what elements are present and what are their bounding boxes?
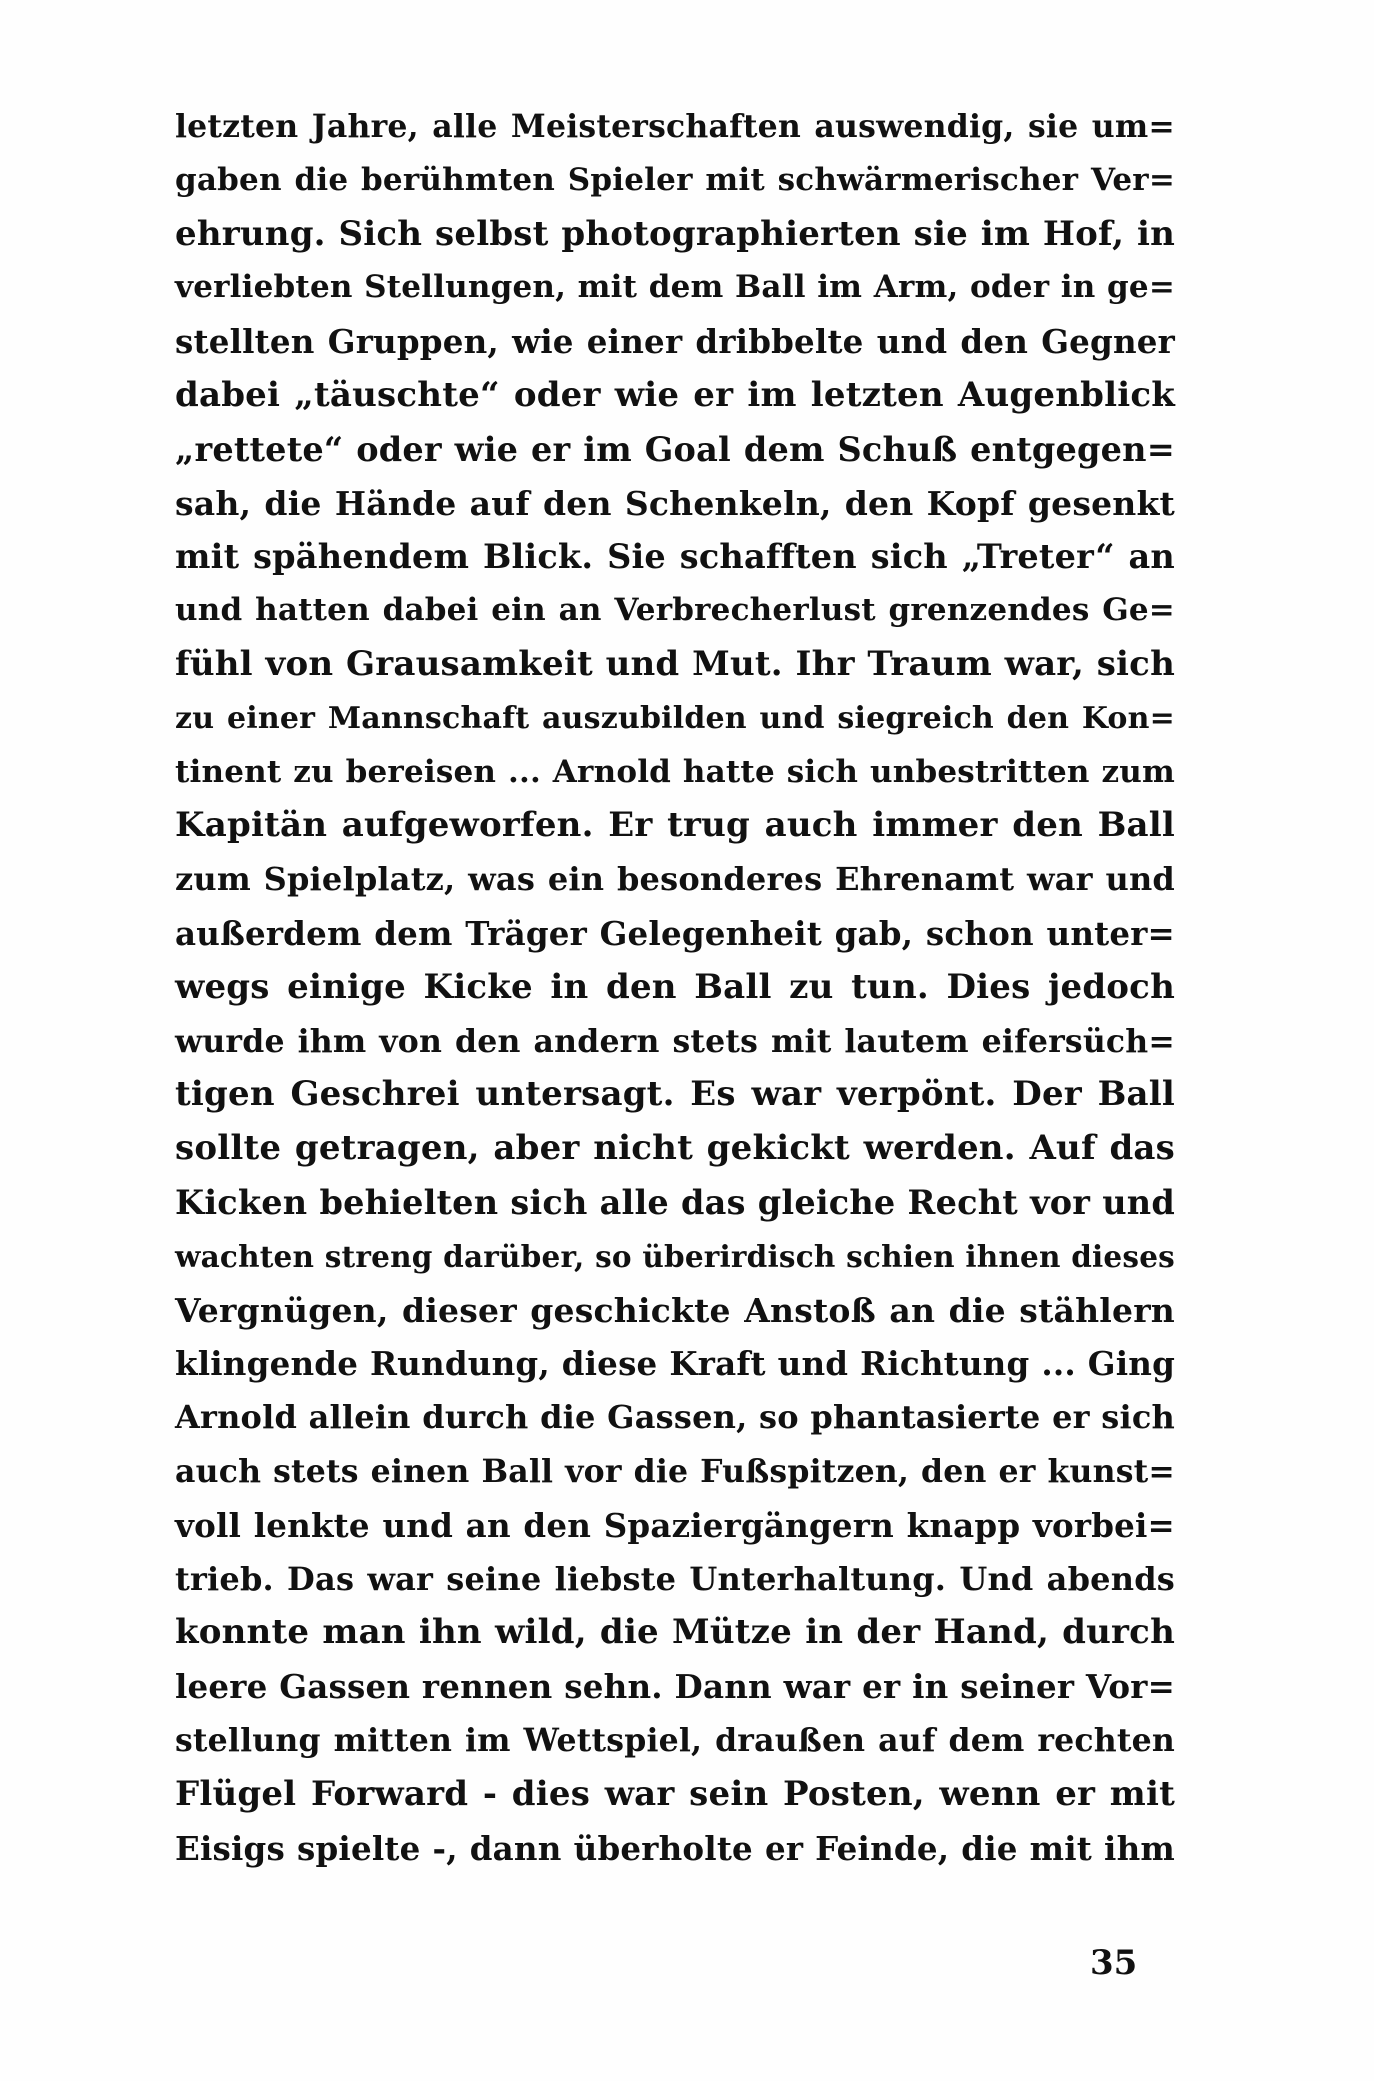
text-line: Vergnügen, dieser geschickte Anstoß an die stählern	[175, 1290, 1175, 1330]
text-line: Eisigs spielte -, dann überholte er Feinde, die mit ihm	[175, 1828, 1175, 1868]
text-line: fühl von Grausamkeit und Mut. Ihr Traum war, sich	[175, 643, 1175, 684]
text-line: sah, die Hände auf den Schenkeln, den Kopf gesenkt	[175, 483, 1175, 523]
text-line: stellung mitten im Wettspiel, draußen auf dem rechten	[175, 1721, 1175, 1759]
text-line: wurde ihm von den andern stets mit lautem eifersüch=	[175, 1022, 1175, 1060]
text-line: Kapitän aufgeworfen. Er trug auch immer den Ball	[175, 805, 1175, 846]
text-line: und hatten dabei ein an Verbrecherlust grenzendes Ge=	[175, 592, 1175, 629]
text-line: auch stets einen Ball vor die Fußspitzen, den er kunst=	[175, 1452, 1175, 1490]
text-line: mit spähendem Blick. Sie schafften sich „Treter“ an	[175, 537, 1175, 577]
body-text	[175, 100, 1175, 1875]
text-line: voll lenkte und an den Spaziergängern knapp vorbei=	[175, 1505, 1175, 1545]
text-line: zu einer Mannschaft auszubilden und siegreich den Kon=	[175, 700, 1175, 736]
text-line: sollte getragen, aber nicht gekickt werden. Auf das	[175, 1128, 1175, 1169]
text-line: wegs einige Kicke in den Ball zu tun. Dies jedoch	[175, 966, 1175, 1007]
text-line: wachten streng darüber, so überirdisch schien ihnen dieses	[175, 1238, 1175, 1274]
text-line: letzten Jahre, alle Meisterschaften auswendig, sie um=	[175, 108, 1175, 145]
text-line: konnte man ihn wild, die Mütze in der Hand, durch	[175, 1612, 1175, 1653]
text-line: außerdem dem Träger Gelegenheit gab, schon unter=	[175, 913, 1175, 953]
text-line: Flügel Forward - dies war sein Posten, wenn er mit	[175, 1773, 1175, 1814]
text-line: klingende Rundung, diese Kraft und Richtung ... Ging	[175, 1344, 1175, 1384]
text-line: verliebten Stellungen, mit dem Ball im Arm, oder in ge=	[175, 269, 1175, 306]
text-line: trieb. Das war seine liebste Unterhaltung. Und abends	[175, 1559, 1175, 1598]
text-line: dabei „täuschte“ oder wie er im letzten Augenblick	[175, 374, 1175, 415]
text-line: Arnold allein durch die Gassen, so phantasierte er sich	[175, 1398, 1175, 1437]
page-number: 35	[1090, 1943, 1138, 1983]
text-line: zum Spielplatz, was ein besonderes Ehrenamt war und	[175, 860, 1175, 899]
text-line: leere Gassen rennen sehn. Dann war er in seiner Vor=	[175, 1667, 1175, 1707]
text-line: stellten Gruppen, wie einer dribbelte und den Gegner	[175, 322, 1175, 362]
text-line: tigen Geschrei untersagt. Es war verpönt. Der Ball	[175, 1074, 1175, 1115]
text-line: ehrung. Sich selbst photographierten sie im Hof, in	[175, 213, 1175, 254]
text-line: Kicken behielten sich alle das gleiche Recht vor und	[175, 1182, 1175, 1222]
text-line: tinent zu bereisen ... Arnold hatte sich unbestritten zum	[175, 753, 1175, 790]
text-line: gaben die berühmten Spieler mit schwärmerischer Ver=	[175, 161, 1175, 198]
text-line: „rettete“ oder wie er im Goal dem Schuß entgegen=	[175, 429, 1175, 469]
